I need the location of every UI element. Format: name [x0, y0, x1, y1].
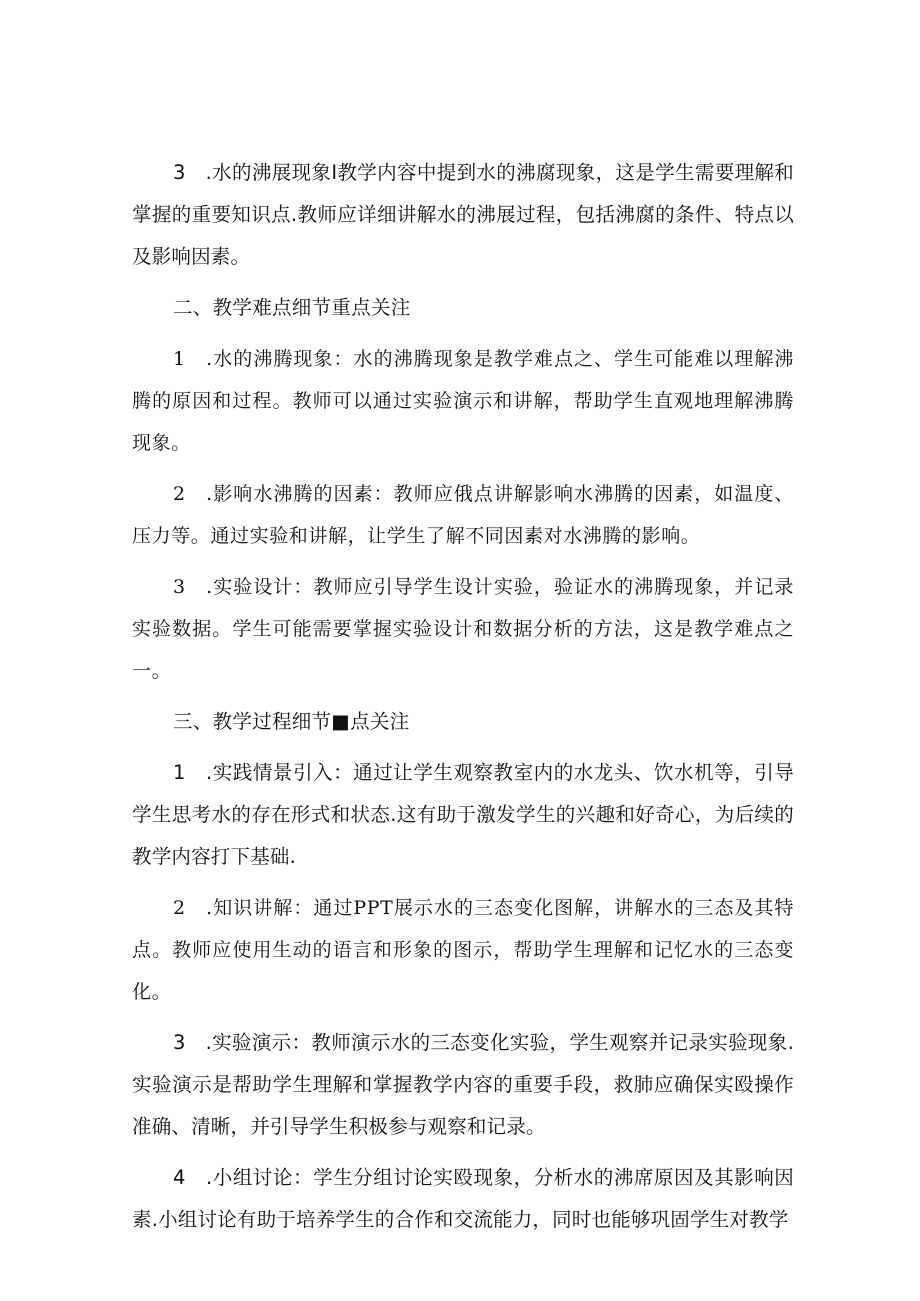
paragraph-difficulty-factors: 2 .影响水沸腾的因素：教师应俄点讲解影响水沸腾的因素，如温度、压力等。通过实验和讲解，让学生了解不同因素对水沸腾的影响。: [132, 483, 794, 547]
paragraph-process-demonstration: 3 .实验演示：教师演示水的三态变化实验，学生观察并记录实验现象.实验演示是帮助学生理解和掌握教学内容的重要手段，救肺应确保实殴操作准确、清晰，并引导学生积极参与观察和记录。: [132, 1031, 794, 1138]
paragraph-difficulty-boiling: 1 .水的沸腾现象：水的沸腾现象是教学难点之、学生可能难以理解沸腾的原因和过程。教师可以通过实验演示和讲解，帮助学生直观地理解沸腾现象。: [132, 348, 794, 454]
paragraph-process-group-discussion: 4 .小组讨论：学生分组讨论实殴现象，分析水的沸席原因及其影响因素.小组讨论有助于培养学生的合作和交流能力，同时也能够巩固学生对教学: [132, 1166, 794, 1231]
document-body: [132, 152, 794, 1250]
paragraph-process-introduction: 1 .实践情景引入：通过让学生观察教室内的水龙头、饮水机等，引导学生思考水的存在形式和状态.这有助于激发学生的兴趣和好奇心，为后续的教学内容打下基础.: [132, 761, 794, 868]
section-heading-teaching-process: 三、教学过程细节■点关注: [173, 710, 410, 733]
paragraph-difficulty-experiment-design: 3 .实验设计：教师应引导学生设计实验，验证水的沸腾现象，并记录实验数据。学生可能需要掌握实验设计和数据分析的方法，这是教学难点之一。: [132, 576, 794, 682]
paragraph-boiling-phenomenon-content: 3 .水的沸展现象I教学内容中提到水的沸腐现象，这是学生需要理解和掌握的重要知识点.教师应详细讲解水的沸展过程，包括沸腐的条件、特点以及影响因素。: [132, 161, 794, 268]
section-heading-teaching-difficulties: 二、教学难点细节重点关注: [173, 296, 411, 319]
paragraph-process-knowledge: 2 .知识讲解：通过PPT展示水的三态变化图解，讲解水的三态及其特点。教师应使用生动的语言和形象的图示，帮助学生理解和记忆水的三态变化。: [132, 897, 794, 1003]
